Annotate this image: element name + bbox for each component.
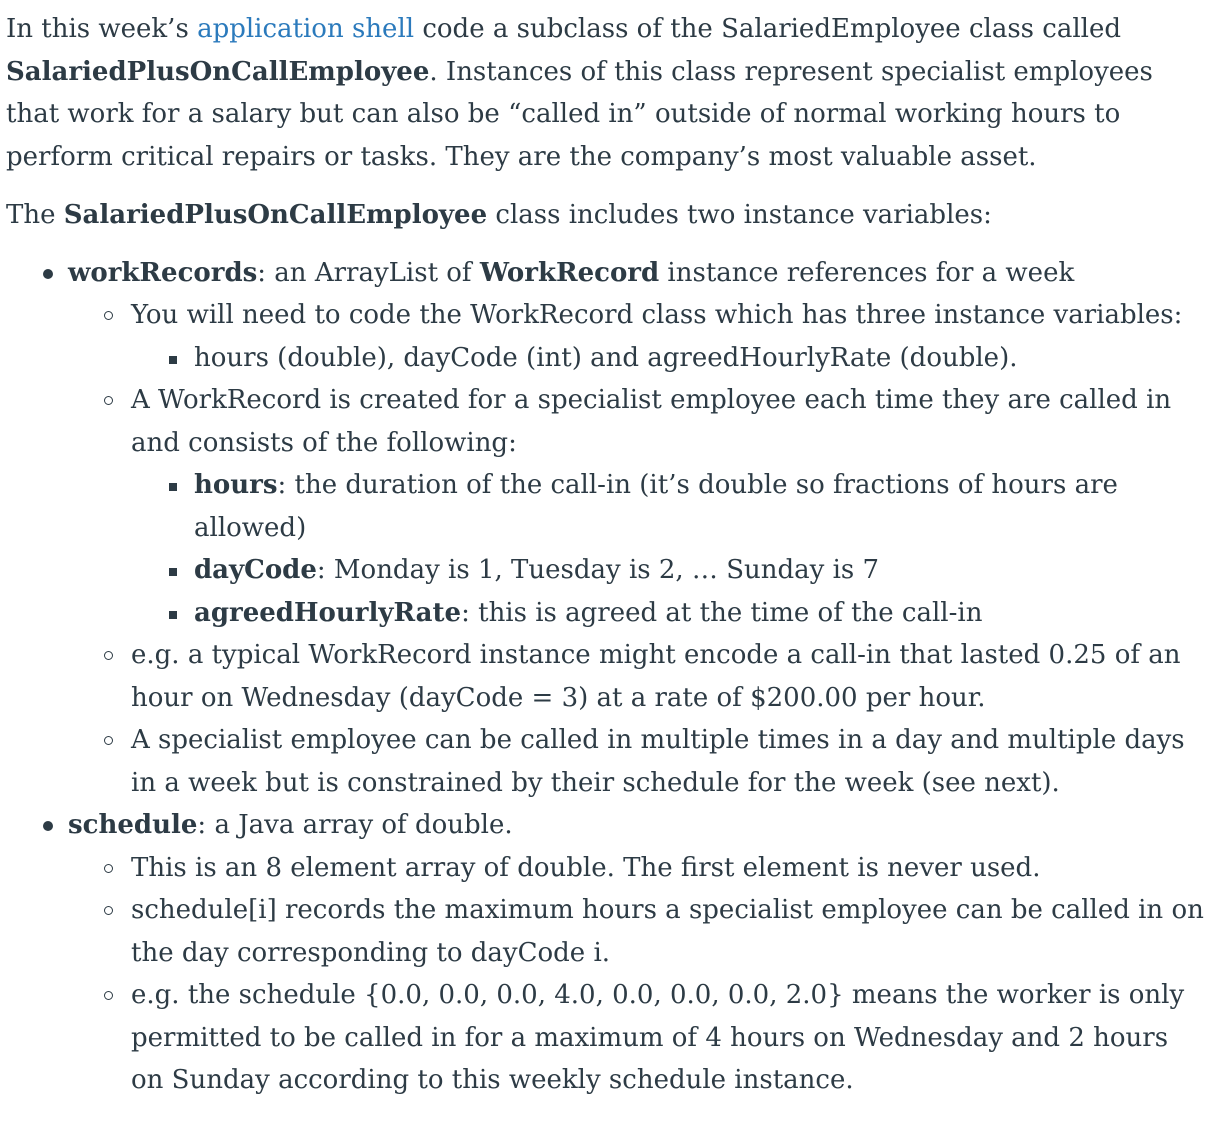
intro-prefix: In this week’s (6, 14, 198, 44)
lead-suffix: class includes two instance variables: (487, 200, 992, 230)
list-item-fields-line (131, 337, 1206, 380)
intro-paragraph (6, 8, 1206, 178)
schedule-term: schedule (68, 810, 198, 840)
circle-bullet-icon (104, 396, 113, 405)
schedule-item-text: This is an 8 element array of double. The first element is never used. (131, 852, 1041, 883)
code-note-text: You will need to code the WorkRecord class which has three instance variables: (131, 300, 1183, 330)
intro-suffix: . Instances of this class represent specialist employees that work for a salary but can also be “called in” outside of normal working hours to perform critical repairs or tasks. They are the company’s most valuable asset. (6, 56, 1153, 172)
work-record-type: WorkRecord (479, 257, 660, 288)
intro-middle: code a subclass of the SalariedEmployee class called (414, 14, 1121, 44)
fields-sublist (131, 337, 1206, 380)
list-item-field-hours (131, 464, 1206, 549)
schedule-item-text: e.g. the schedule {0.0, 0.0, 0.0, 4.0, 0.0, 0.0, 0.0, 2.0} means the worker is only permitted to be called in for a maximum of 4 hours on Wednesday and 2 hours on Sunday according to this weekly schedule instance. (131, 980, 1185, 1095)
square-bullet-icon (169, 568, 177, 576)
intro-class-name: SalariedPlusOnCallEmployee (6, 56, 430, 87)
list-item-schedule-example (68, 974, 1206, 1102)
lead-prefix: The (6, 200, 64, 230)
list-item-schedule-meaning (68, 889, 1206, 974)
list-item-field-daycode (131, 549, 1206, 592)
list-item-schedule-size (68, 847, 1206, 890)
multiple-note-text: A specialist employee can be called in multiple times in a day and multiple days in a week but is constrained by their schedule for the week (see next). (131, 725, 1185, 798)
assignment-content (6, 8, 1206, 1102)
field-term: agreedHourlyRate (194, 597, 462, 628)
instance-variable-list (6, 252, 1206, 1102)
field-term: dayCode (194, 555, 317, 585)
disc-bullet-icon (43, 821, 53, 831)
circle-bullet-icon (104, 864, 113, 873)
disc-bullet-icon (43, 269, 53, 279)
field-desc: : this is agreed at the time of the call-in (461, 597, 983, 628)
schedule-sublist (68, 847, 1206, 1102)
square-bullet-icon (169, 483, 177, 491)
work-records-suffix: instance references for a week (659, 257, 1075, 288)
fields-line-text: hours (double), dayCode (int) and agreedHourlyRate (double). (194, 342, 1018, 373)
work-records-term: workRecords (68, 257, 258, 288)
example-text: e.g. a typical WorkRecord instance might encode a call-in that lasted 0.25 of an hour on Wednesday (dayCode = 3) at a rate of $200.00 per hour. (131, 640, 1181, 713)
list-item-multiple-note (68, 719, 1206, 804)
schedule-item-text: schedule[i] records the maximum hours a specialist employee can be called in on the day corresponding to dayCode i. (131, 895, 1204, 968)
lead-class-name: SalariedPlusOnCallEmployee (63, 200, 488, 230)
lead-paragraph (6, 194, 1206, 237)
list-item-example (68, 634, 1206, 719)
list-item-created-note (68, 379, 1206, 634)
field-desc: : the duration of the call-in (it’s double so fractions of hours are allowed) (194, 470, 1118, 543)
list-item-field-rate (131, 592, 1206, 635)
circle-bullet-icon (104, 991, 113, 1000)
field-term: hours (194, 470, 278, 500)
schedule-suffix: : a Java array of double. (197, 810, 513, 840)
work-records-prefix: : an ArrayList of (257, 257, 480, 288)
list-item-code-note (68, 294, 1206, 379)
list-item-work-records (6, 252, 1206, 805)
field-desc: : Monday is 1, Tuesday is 2, … Sunday is 7 (316, 555, 880, 585)
circle-bullet-icon (104, 651, 113, 660)
list-item-schedule (6, 804, 1206, 1102)
work-records-sublist (68, 294, 1206, 804)
created-note-text: A WorkRecord is created for a specialist employee each time they are called in and consists of the following: (131, 385, 1172, 458)
circle-bullet-icon (104, 736, 113, 745)
circle-bullet-icon (104, 311, 113, 320)
field-definitions-sublist (131, 464, 1206, 634)
circle-bullet-icon (104, 906, 113, 915)
application-shell-link[interactable]: application shell (197, 14, 415, 44)
square-bullet-icon (169, 356, 177, 364)
square-bullet-icon (169, 611, 177, 619)
